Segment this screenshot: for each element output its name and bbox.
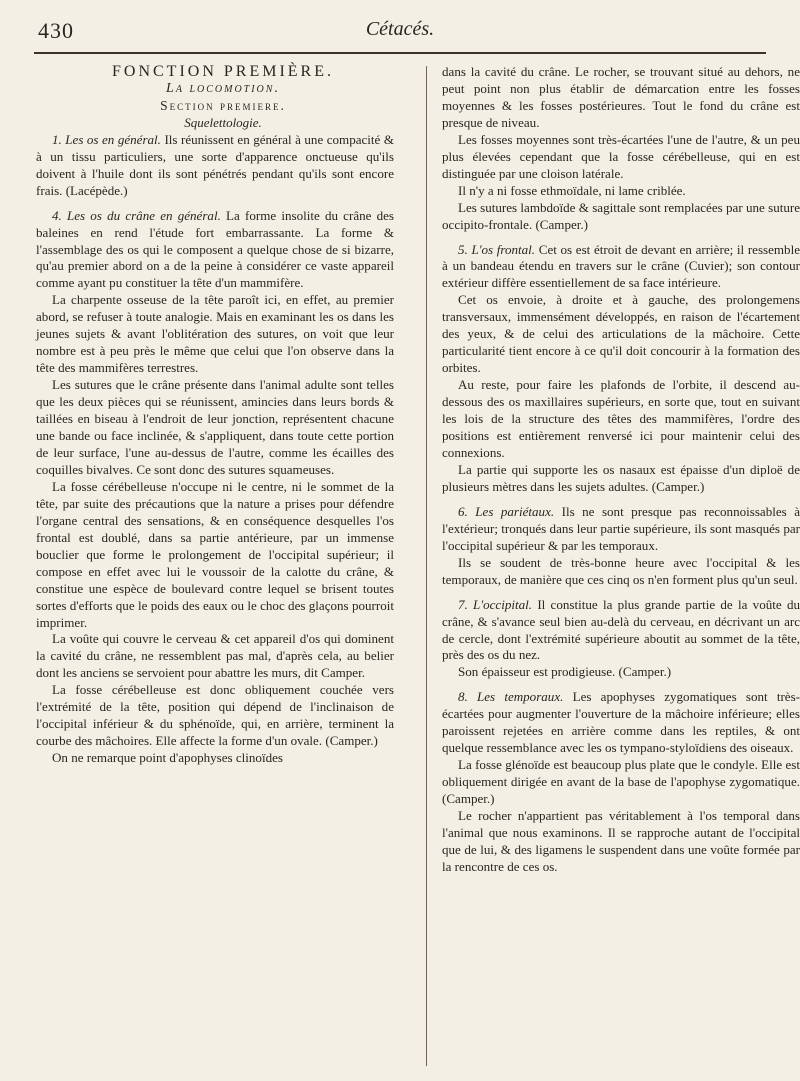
paragraph-envoie: Cet os envoie, à droite et à gauche, des prolongemens transversaux, immensément développés, en raison de l'écartement des yeux, & de celui des articulations de la mâchoire. Cette particularité tient encore à ce qu'il doit concourir à la formation des orbites. — [442, 292, 800, 376]
paragraph-body: Il constitue la plus grande partie de la voûte du crâne, & s'avance seul bien au-delà du cerveau, en décrivant un arc de cercle, dont l'extrémité supérieure aboutit au sommet de la tête, près des os du nez. — [442, 596, 800, 663]
paragraph-lead: 7. L'occipital. — [458, 596, 533, 612]
paragraph-body: Cet os est étroit de devant en arrière; il ressemble à un bandeau étendu en travers sur le crâne (Cuvier); son contour extérieur diffère essentiellement de sa face intérieure. — [442, 241, 800, 291]
paragraph-reste: Au reste, pour faire les plafonds de l'orbite, il descend au-dessous des os maxillaires supérieurs, en sorte que, tout en suivant les lois de la structure des têtes des mammifères, l'ordre des positions est entièrement renversé ici pour maintenir celui des connexions. — [442, 377, 800, 460]
column-divider — [426, 66, 427, 1066]
paragraph-continuation: dans la cavité du crâne. Le rocher, se trouvant situé au dehors, ne peut point non plus établir de démarcation entre les fosses moyennes & les fosses postérieures. Tout le fond du crâne est presque de niveau. — [442, 64, 800, 130]
paragraph-fosse-2: La fosse cérébelleuse est donc obliquement couchée vers l'extrémité de la tête, position qui dépend de l'inclinaison de l'occipital inférieur & du sphénoïde, qui, en arrière, terminent la courbe des mâchoires. Elle affecte la forme d'un ovale. (Camper.) — [36, 682, 394, 749]
paragraph-soudent: Ils se soudent de très-bonne heure avec l'occipital & les temporaux, de manière que ces cinq os n'en forment plus qu'un seul. — [442, 554, 800, 587]
paragraph-temporaux — [442, 689, 800, 757]
paragraph-parietaux — [442, 504, 800, 555]
paragraph-crane-general — [36, 208, 394, 293]
paragraph-lead: 6. Les pariétaux. — [458, 503, 555, 519]
header-rule — [34, 52, 766, 54]
page-number: 430 — [38, 18, 74, 43]
right-column — [442, 64, 800, 876]
paragraph-body: Ils réunissent en général à une compacité & à un tissu particuliers, une sorte d'apparence onctueuse qu'ils doivent à l'huile dont ils sont pénétrés pendant qu'ils sont encore frais. (Lacépède.) — [36, 131, 394, 198]
paragraph-partie: La partie qui supporte les os nasaux est épaisse d'un diploë de plusieurs mètres dans les sujets adultes. (Camper.) — [442, 461, 800, 494]
paragraph-charpente: La charpente osseuse de la tête paroît ici, en effet, au premier abord, se refuser à toute analogie. Mais en examinant les os dans les jeunes sujets & avant l'oblitération des sutures, on voit que leur nombre est à peu près le même que celui que l'on observe dans la tête des mammifères terrestres. — [36, 292, 394, 376]
paragraph-rocher: Le rocher n'appartient pas véritablement à l'os temporal dans l'animal que nous examinons. Il se rapproche autant de l'occipital que de lui, & des ligamens le suspendent dans une voûte formée par la rencontre de ces os. — [442, 808, 800, 874]
paragraph-os-frontal — [442, 242, 800, 293]
heading-squelettologie: Squelettologie. — [184, 114, 262, 130]
paragraph-body: La forme insolite du crâne des baleines en rend l'étude fort embarrassante. La forme & l'assemblage des os qui le composent a quelque chose de si bizarre, qu'au premier abord on a de la peine à considérer ce vaste appareil comme ayant pu constituer la tête d'un mammifère. — [36, 207, 395, 291]
paragraph-occipital — [442, 597, 800, 665]
paragraph-lead: 8. Les temporaux. — [458, 689, 564, 705]
paragraph-lead: 5. L'os frontal. — [458, 241, 536, 257]
heading-section: Section premiere. — [160, 97, 286, 113]
paragraph-os-general — [36, 132, 394, 200]
paragraph-fosse: La fosse cérébelleuse n'occupe ni le centre, ni le sommet de la tête, par suite des précautions que la nature a prises pour défendre l'organe central des sensations, & en conséquence desquelles l'os frontal est doublé, dans sa partie antérieure, par un immense bouclier que forme le prolongement de l'occipital supérieur; il compose en effet avec lui le voussoir de la calotte du crâne, & constitue une espèce de boulevard contre lequel se brisent toutes sortes d'efforts que le poids des eaux ou le choc des glaçons pourroit imprimer. — [36, 478, 394, 630]
paragraph-epaisseur: Son épaisseur est prodigieuse. (Camper.) — [458, 664, 672, 680]
heading-locomotion: La locomotion. — [166, 80, 280, 96]
paragraph-remarque: On ne remarque point d'apophyses clinoïdes — [52, 750, 283, 766]
paragraph-lambdoide: Les sutures lambdoïde & sagittale sont remplacées par une suture occipito-frontale. (Camper.) — [442, 199, 800, 232]
paragraph-glenoide: La fosse glénoïde est beaucoup plus plate que le condyle. Elle est obliquement dirigée en avant de la base de l'apophyse zygomatique. (Camper.) — [442, 757, 800, 807]
paragraph-lead: 1. Les os en général. — [52, 131, 161, 147]
paragraph-fosses-moyennes: Les fosses moyennes sont très-écartées l'une de l'autre, & un peu plus élevées cependant que la fosse cérébelleuse, qui en est distinguée par une cloison latérale. — [442, 131, 800, 181]
left-column — [36, 64, 394, 767]
paragraph-lead: 4. Les os du crâne en général. — [52, 207, 221, 223]
paragraph-body: Les apophyses zygomatiques sont très-écartées pour augmenter l'ouverture de la mâchoire inférieure; elles paroissent rejetées en arrière comme dans les reptiles, & ont quelque ressemblance avec les os tympano-styloïdiens des oiseaux. — [442, 689, 800, 756]
heading-fonction: FONCTION PREMIÈRE. — [111, 63, 334, 80]
paragraph-body: Ils ne sont presque pas reconnoissables à l'extérieur; tronqués dans leur partie supérieure, ils sont masqués par l'occipital supérieur & par les temporaux. — [442, 503, 800, 553]
paragraph-ethmoidale: Il n'y a ni fosse ethmoïdale, ni lame criblée. — [458, 182, 686, 198]
running-head: Cétacés. — [365, 18, 435, 40]
paragraph-voute: La voûte qui couvre le cerveau & cet appareil d'os qui dominent la cavité du crâne, ne ressemblent pas mal, d'après cela, au belier dont les anciens se servoient pour abattre les murs, dit Camper. — [36, 631, 394, 681]
paragraph-sutures: Les sutures que le crâne présente dans l'animal adulte sont telles que les deux pièces qui se réunissent, amincies dans leurs bords & taillées en biseau à l'endroit de leur jonction, représentent chacune une bande ou face inclinée, & s'appliquent, dans toute cette portion de leur surface, l'une au-dessus de l'autre, comme les écailles des coquilles bivalves. Ce sont donc des sutures squameuses. — [36, 377, 394, 477]
